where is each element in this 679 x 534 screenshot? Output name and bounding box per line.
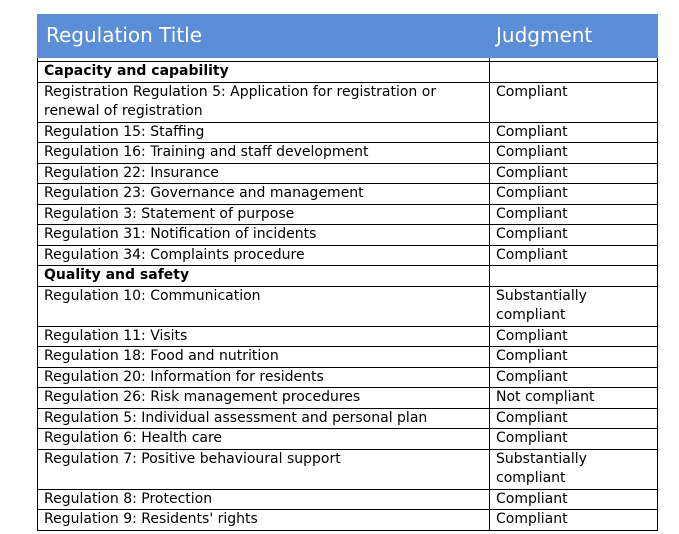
judgment-cell: Compliant: [490, 429, 658, 450]
judgment-cell: Compliant: [490, 204, 658, 225]
table-row: [38, 449, 658, 489]
judgment-cell: Compliant: [490, 245, 658, 266]
judgment-cell: Compliant: [490, 163, 658, 184]
header-regulation-title: Regulation Title: [38, 15, 490, 58]
table-row: [38, 286, 658, 326]
table-row: [38, 163, 658, 184]
judgment-cell: Compliant: [490, 510, 658, 531]
section-title: Capacity and capability: [38, 62, 490, 83]
regulation-title-cell: Regulation 31: Notification of incidents: [38, 225, 490, 246]
table-row: [38, 326, 658, 347]
table-row: [38, 204, 658, 225]
section-empty-cell: [490, 62, 658, 83]
judgment-cell: Compliant: [490, 489, 658, 510]
regulation-title-cell: Regulation 5: Individual assessment and personal plan: [38, 408, 490, 429]
regulation-title-cell: Regulation 3: Statement of purpose: [38, 204, 490, 225]
regulation-title-cell: Regulation 6: Health care: [38, 429, 490, 450]
regulation-title-cell: Regulation 16: Training and staff development: [38, 143, 490, 164]
judgment-cell: Compliant: [490, 184, 658, 205]
regulation-title-cell: Registration Regulation 5: Application for registration or renewal of registration: [38, 82, 490, 122]
regulation-title-cell: Regulation 22: Insurance: [38, 163, 490, 184]
table-row: [38, 510, 658, 531]
regulation-title-cell: Regulation 8: Protection: [38, 489, 490, 510]
judgment-cell: Compliant: [490, 367, 658, 388]
table-row: [38, 82, 658, 122]
judgment-cell: Substantially compliant: [490, 286, 658, 326]
table-row: [38, 408, 658, 429]
regulation-title-cell: Regulation 26: Risk management procedures: [38, 388, 490, 409]
table-row: [38, 489, 658, 510]
judgment-cell: Substantially compliant: [490, 449, 658, 489]
judgment-cell: Compliant: [490, 225, 658, 246]
table-row: [38, 367, 658, 388]
table-row: [38, 388, 658, 409]
header-judgment: Judgment: [490, 15, 658, 58]
regulation-title-cell: Regulation 15: Staffing: [38, 122, 490, 143]
judgment-cell: Not compliant: [490, 388, 658, 409]
table-header: [38, 15, 658, 58]
section-row: [38, 266, 658, 287]
regulation-title-cell: Regulation 23: Governance and management: [38, 184, 490, 205]
judgment-cell: Compliant: [490, 347, 658, 368]
regulation-title-cell: Regulation 10: Communication: [38, 286, 490, 326]
table-row: [38, 245, 658, 266]
table-row: [38, 429, 658, 450]
table-row: [38, 143, 658, 164]
judgment-cell: Compliant: [490, 143, 658, 164]
regulation-title-cell: Regulation 11: Visits: [38, 326, 490, 347]
judgment-cell: Compliant: [490, 326, 658, 347]
regulation-title-cell: Regulation 7: Positive behavioural support: [38, 449, 490, 489]
table-row: [38, 122, 658, 143]
judgment-cell: Compliant: [490, 122, 658, 143]
table-row: [38, 347, 658, 368]
regulation-judgment-table: [37, 14, 658, 531]
regulation-title-cell: Regulation 20: Information for residents: [38, 367, 490, 388]
table-row: [38, 225, 658, 246]
section-row: [38, 62, 658, 83]
section-empty-cell: [490, 266, 658, 287]
section-title: Quality and safety: [38, 266, 490, 287]
judgment-cell: Compliant: [490, 82, 658, 122]
header-row: [38, 15, 658, 58]
regulation-title-cell: Regulation 9: Residents' rights: [38, 510, 490, 531]
table-row: [38, 184, 658, 205]
table-body: [38, 58, 658, 531]
regulation-title-cell: Regulation 34: Complaints procedure: [38, 245, 490, 266]
judgment-cell: Compliant: [490, 408, 658, 429]
regulation-title-cell: Regulation 18: Food and nutrition: [38, 347, 490, 368]
